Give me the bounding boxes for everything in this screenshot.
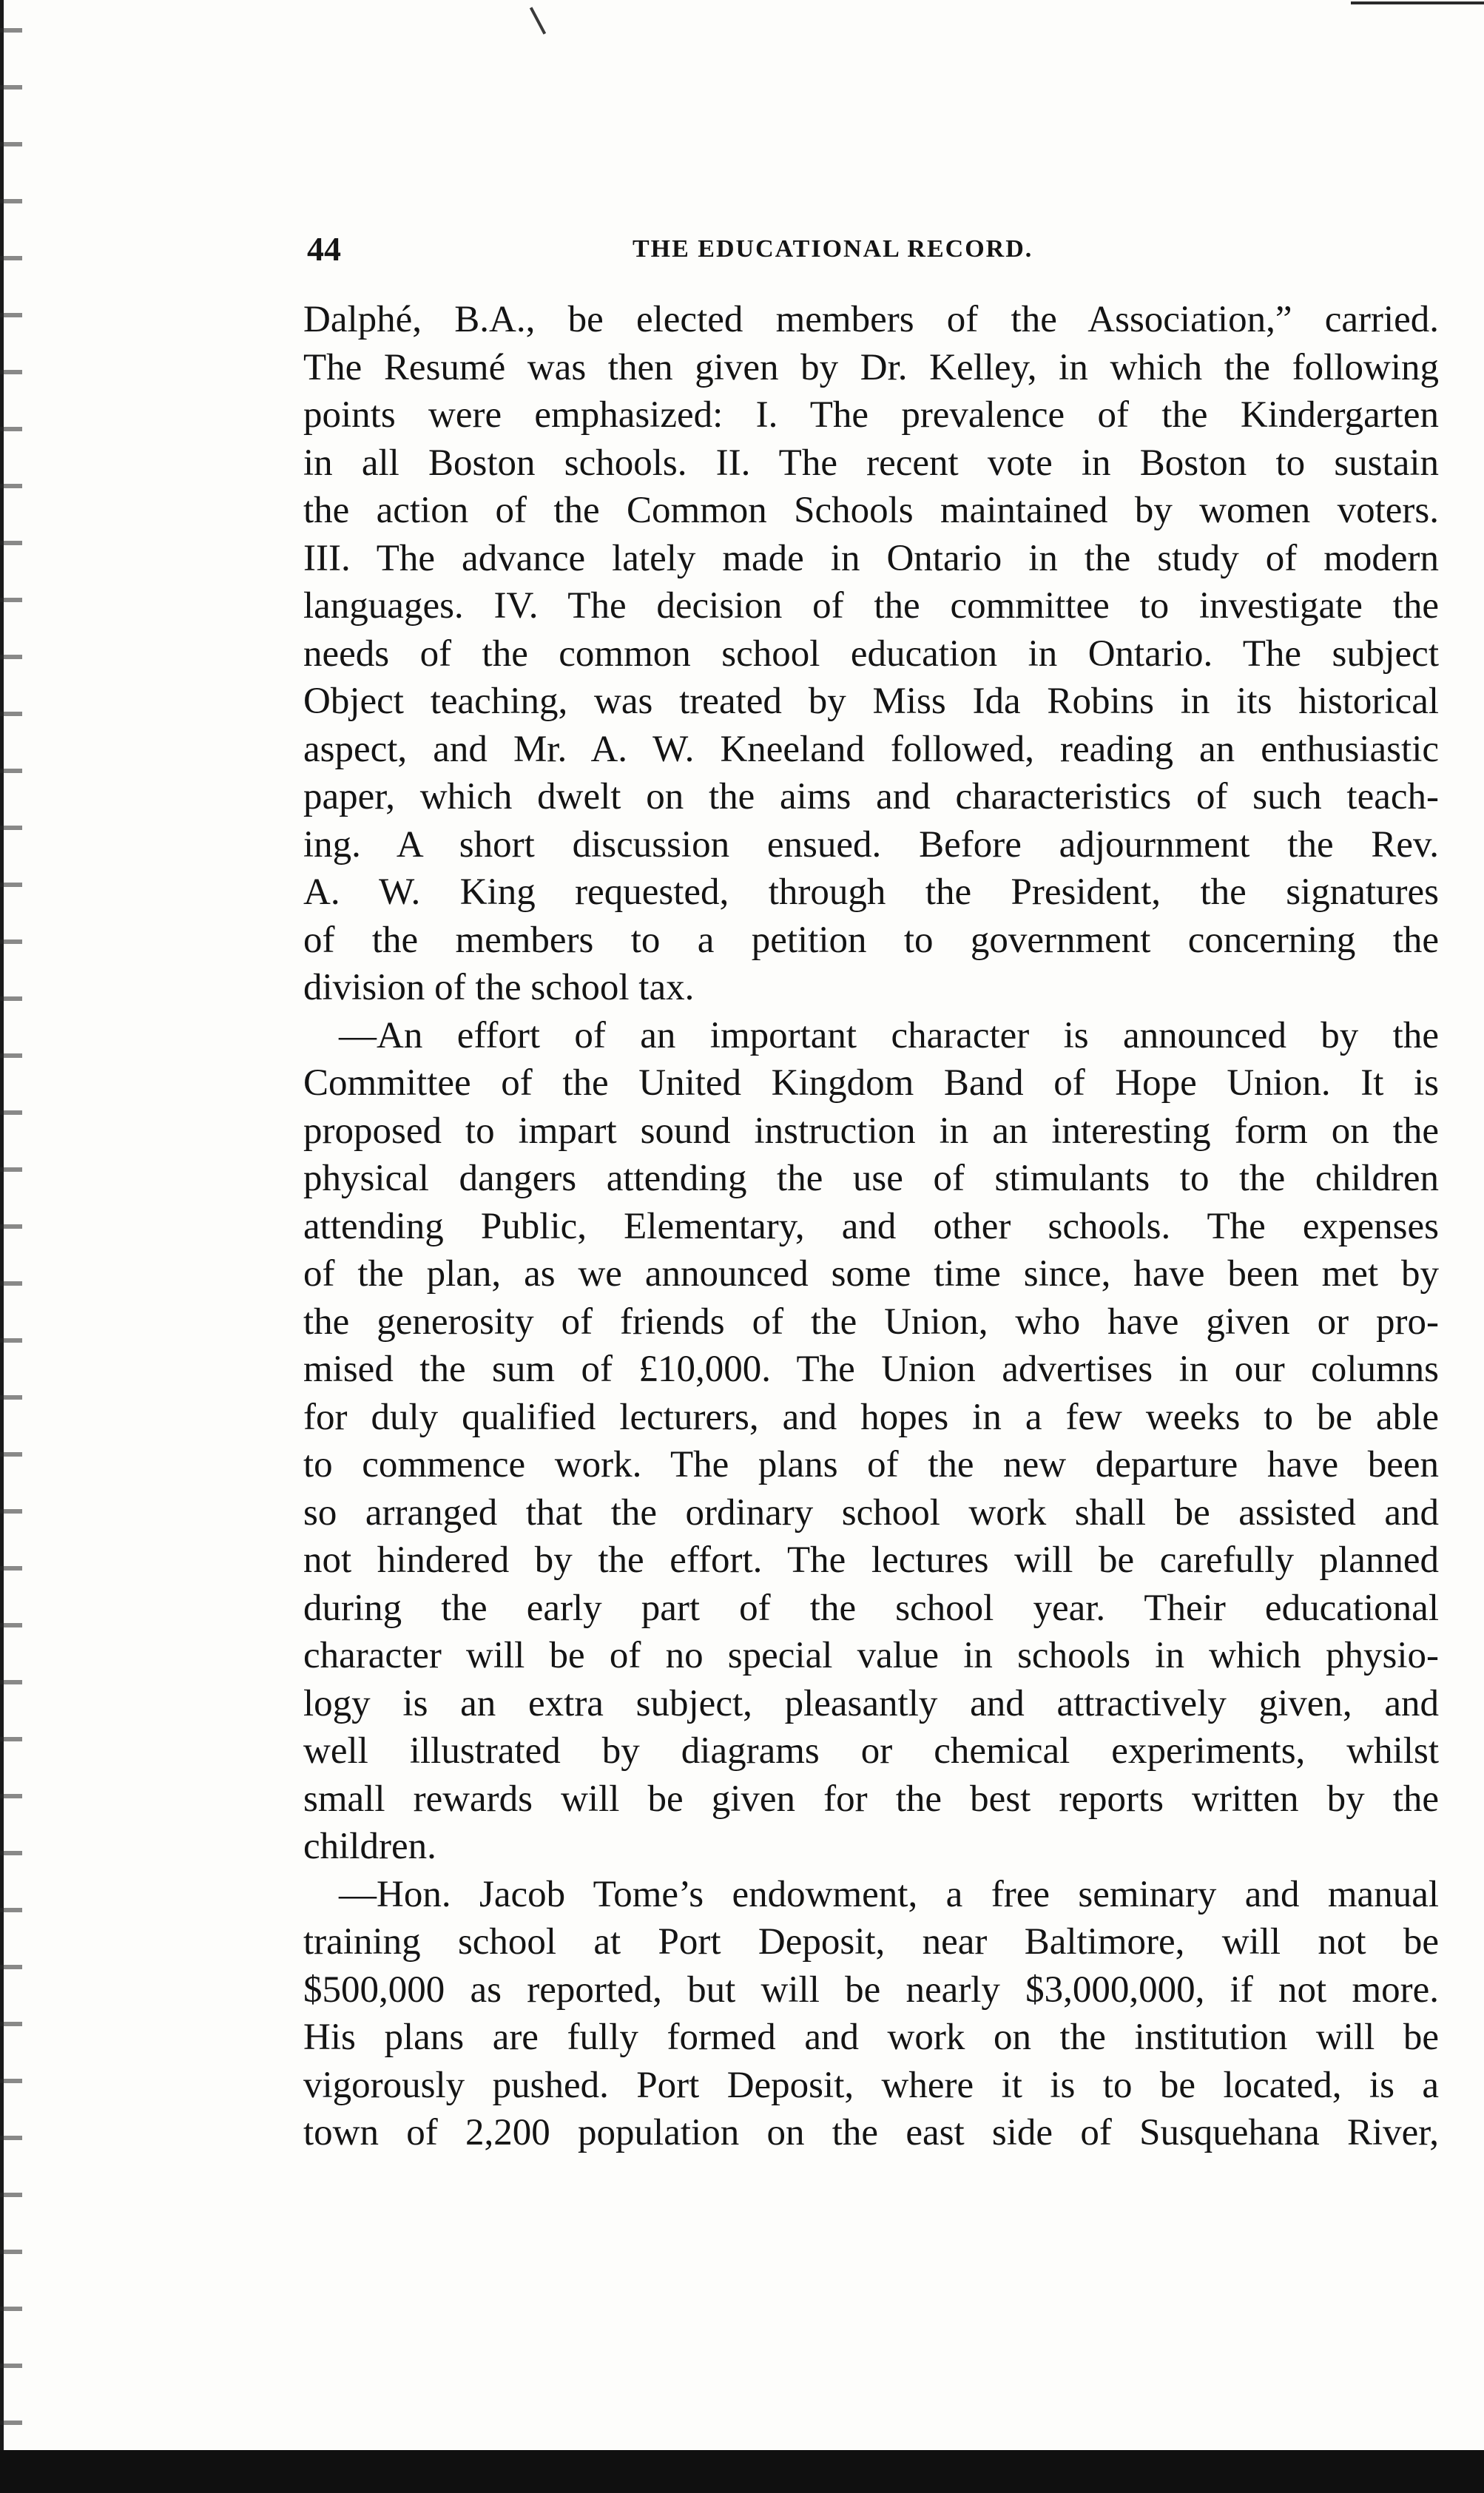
paragraph: [303, 1871, 1439, 2157]
text-line: town of 2,200 population on the east side of Susquehana River,: [303, 2112, 1439, 2153]
text-line: III. The advance lately made in Ontario in the study of modern: [303, 537, 1439, 579]
text-line: logy is an extra subject, pleasantly and attractively given, and: [303, 1682, 1439, 1724]
text-line: character will be of no special value in schools in which physio-: [303, 1635, 1439, 1676]
text-line: Dalphé, B.A., be elected members of the Association,” carried.: [303, 299, 1439, 340]
scan-top-tick: [530, 7, 546, 34]
text-line: —An effort of an important character is announced by the: [339, 1014, 1439, 1056]
text-line: The Resumé was then given by Dr. Kelley, in which the following: [303, 346, 1439, 388]
page-header: [307, 229, 1443, 266]
scan-top-rule: [1351, 1, 1484, 4]
paragraph: [303, 1012, 1439, 1871]
text-line: so arranged that the ordinary school work shall be assisted and: [303, 1491, 1439, 1534]
text-line: of the members to a petition to government concerning the: [303, 919, 1439, 961]
running-title: THE EDUCATIONAL RECORD.: [633, 235, 1033, 263]
text-line: attending Public, Elementary, and other schools. The expenses: [303, 1205, 1439, 1247]
paragraph: [303, 296, 1439, 1012]
text-line: His plans are fully formed and work on the institution will be: [303, 2017, 1439, 2058]
text-line: points were emphasized: I. The prevalence of the Kindergarten: [303, 394, 1439, 436]
text-line: mised the sum of £10,000. The Union advertises in our columns: [303, 1349, 1439, 1390]
text-line: not hindered by the effort. The lectures will be carefully planned: [303, 1539, 1439, 1581]
text-line: Object teaching, was treated by Miss Ida Robins in its historical: [303, 681, 1439, 722]
text-line: the generosity of friends of the Union, who have given or pro-: [303, 1301, 1439, 1343]
text-line: during the early part of the school year. Their educational: [303, 1587, 1439, 1629]
text-line: paper, which dwelt on the aims and characteristics of such teach-: [303, 776, 1439, 817]
text-line: of the plan, as we announced some time since, have been met by: [303, 1253, 1439, 1295]
text-line: —Hon. Jacob Tome’s endowment, a free seminary and manual: [339, 1873, 1439, 1915]
text-line: vigorously pushed. Port Deposit, where it is to be located, is a: [303, 2064, 1439, 2106]
article-body: [303, 296, 1439, 2157]
text-line: well illustrated by diagrams or chemical experiments, whilst: [303, 1730, 1439, 1772]
text-line: division of the school tax.: [303, 967, 695, 1008]
scan-margin-marks: [0, 0, 22, 2493]
text-line: languages. IV. The decision of the committee to investigate the: [303, 585, 1439, 627]
text-line: to commence work. The plans of the new departure have been: [303, 1444, 1439, 1485]
text-line: in all Boston schools. II. The recent vote in Boston to sustain: [303, 442, 1439, 484]
text-line: training school at Port Deposit, near Baltimore, will not be: [303, 1921, 1439, 1963]
text-line: $500,000 as reported, but will be nearly $3,000,000, if not more.: [303, 1969, 1439, 2011]
text-line: physical dangers attending the use of stimulants to the children: [303, 1158, 1439, 1199]
text-line: needs of the common school education in Ontario. The subject: [303, 632, 1439, 675]
text-line: the action of the Common Schools maintained by women voters.: [303, 490, 1439, 531]
text-line: aspect, and Mr. A. W. Kneeland followed, reading an enthusiastic: [303, 728, 1439, 770]
text-line: A. W. King requested, through the President, the signatures: [303, 871, 1439, 913]
text-line: for duly qualified lecturers, and hopes in a few weeks to be able: [303, 1396, 1439, 1438]
text-line: small rewards will be given for the best reports written by the: [303, 1778, 1439, 1820]
text-line: Committee of the United Kingdom Band of Hope Union. It is: [303, 1062, 1439, 1104]
text-line: ing. A short discussion ensued. Before adjournment the Rev.: [303, 823, 1439, 866]
text-line: children.: [303, 1826, 436, 1867]
scan-bottom-bar: [0, 2450, 1484, 2493]
text-line: proposed to impart sound instruction in an interesting form on the: [303, 1110, 1439, 1152]
page-number: 44: [307, 230, 341, 268]
